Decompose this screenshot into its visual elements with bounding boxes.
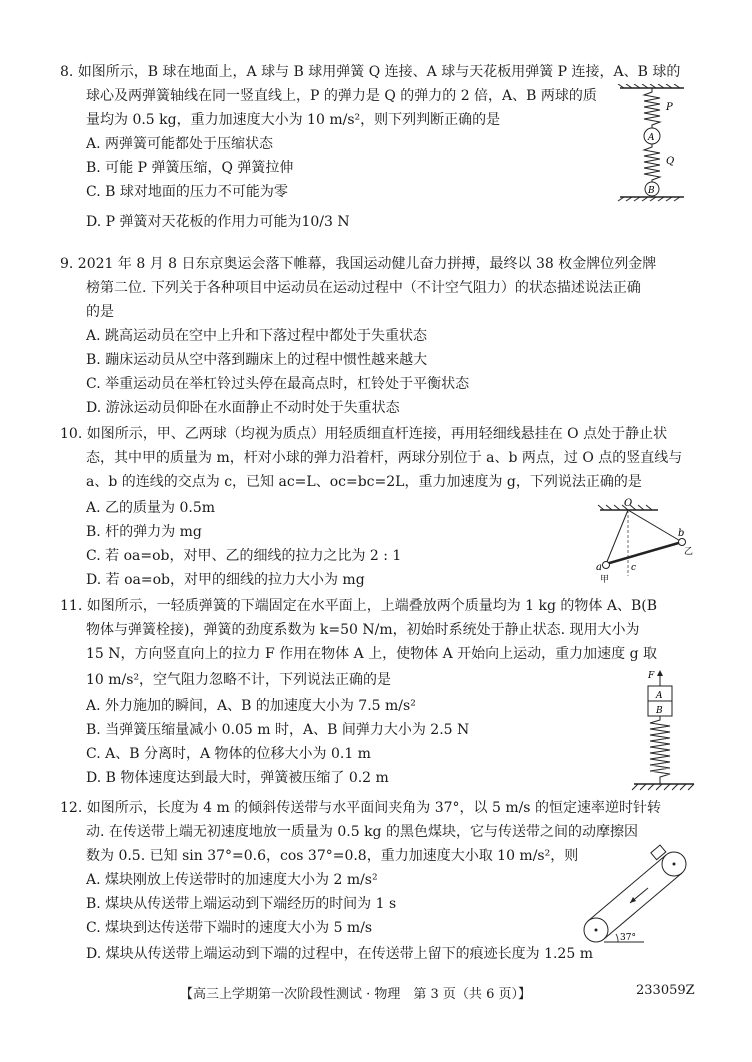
q8-line-2: 球心及两弹簧轴线在同一竖直线上，P 的弹力是 Q 的弹力的 2 倍，A、B 两球的质 xyxy=(86,88,597,104)
q11-option-b: B. 当弹簧压缩量减小 0.05 m 时，A、B 间弹力大小为 2.5 N xyxy=(86,722,470,738)
q10-option-b: B. 杆的弹力为 mg xyxy=(86,524,202,540)
q11-line-3: 15 N，方向竖直向上的拉力 F 作用在物体 A 上，使物体 A 开始向上运动，重力加速度 g 取 xyxy=(86,646,658,662)
q9-line-1: 9. 2021 年 8 月 8 日东京奥运会落下帷幕，我国运动健儿奋力拼搏，最终以 38 枚金牌位列金牌 xyxy=(60,256,657,272)
q9-line-3: 的是 xyxy=(86,304,114,320)
q12-option-a: A. 煤块刚放上传送带时的加速度大小为 2 m/s² xyxy=(86,872,378,888)
q10-option-a: A. 乙的质量为 0.5m xyxy=(86,500,216,516)
q11-label-f: F xyxy=(648,671,655,681)
q12-angle-label: 37° xyxy=(620,933,636,943)
q8-option-d: D. P 弹簧对天花板的作用力可能为10/3 N xyxy=(86,214,350,230)
q12-line-2: 动. 在传送带上端无初速度地放一质量为 0.5 kg 的黑色煤块，它与传送带之间的动摩擦因 xyxy=(86,824,638,840)
q8-label-a: A xyxy=(648,133,655,143)
q11-option-c: C. A、B 分离时，A 物体的位移大小为 0.1 m xyxy=(86,746,371,762)
q12-conveyor-figure xyxy=(574,842,704,946)
q12-line-3: 数为 0.5. 已知 sin 37°=0.6，cos 37°=0.8，重力加速度大小取 10 m/s²，则 xyxy=(86,848,579,864)
q10-label-a: a xyxy=(596,562,602,573)
q12-option-d: D. 煤块从传送带上端运动到下端的过程中，在传送带上留下的痕迹长度为 1.25 m xyxy=(86,946,593,962)
q10-label-o: O xyxy=(624,498,633,509)
q8-line-1: 8. 如图所示，B 球在地面上，A 球与 B 球用弹簧 Q 连接、A 球与天花板用弹簧 P 连接，A、B 球的 xyxy=(60,64,681,80)
q10-label-yi: 乙 xyxy=(684,547,694,557)
q9-line-2: 榜第二位. 下列关于各种项目中运动员在运动过程中（不计空气阻力）的状态描述说法正确 xyxy=(86,280,641,296)
q8-label-b: B xyxy=(648,186,655,196)
footer-title: 【高三上学期第一次阶段性测试 · 物理 第 3 页（共 6 页）】 xyxy=(180,987,531,1002)
q9-option-d: D. 游泳运动员仰卧在水面静止不动时处于失重状态 xyxy=(86,400,400,416)
q9-option-a: A. 跳高运动员在空中上升和下落过程中都处于失重状态 xyxy=(86,328,428,344)
q10-line-3: a、b 的连线的交点为 c，已知 ac=L、oc=bc=2L，重力加速度为 g，下列说法正确的是 xyxy=(86,474,642,490)
q11-option-d: D. B 物体速度达到最大时，弹簧被压缩了 0.2 m xyxy=(86,770,389,786)
q10-option-d: D. 若 oa=ob，对甲的细线的拉力大小为 mg xyxy=(86,572,365,588)
q11-label-a: A xyxy=(656,691,663,701)
q10-label-c: c xyxy=(631,563,637,573)
q10-line-1: 10. 如图所示，甲、乙两球（均视为质点）用轻质细直杆连接，再用轻细线悬挂在 O 点处于静止状 xyxy=(60,426,668,442)
q8-option-a: A. 两弹簧可能都处于压缩状态 xyxy=(86,136,274,152)
q10-option-c: C. 若 oa=ob，对甲、乙的细线的拉力之比为 2 : 1 xyxy=(86,548,402,564)
q12-option-b: B. 煤块从传送带上端运动到下端经历的时间为 1 s xyxy=(86,896,397,912)
q11-label-b: B xyxy=(656,706,663,716)
q11-line-4: 10 m/s²，空气阻力忽略不计，下列说法正确的是 xyxy=(86,672,392,688)
footer-code: 233059Z xyxy=(636,983,695,998)
q8-label-q: Q xyxy=(666,156,675,167)
q11-line-1: 11. 如图所示，一轻质弹簧的下端固定在水平面上，上端叠放两个质量均为 1 kg 的物体 A、B(B xyxy=(60,598,658,614)
q12-line-1: 12. 如图所示，长度为 4 m 的倾斜传送带与水平面间夹角为 37°，以 5 m/s 的恒定速率逆时针转 xyxy=(60,800,661,816)
q11-option-a: A. 外力施加的瞬间，A、B 的加速度大小为 7.5 m/s² xyxy=(86,698,416,714)
q8-option-c: C. B 球对地面的压力不可能为零 xyxy=(86,184,288,200)
q8-option-b: B. 可能 P 弹簧压缩，Q 弹簧拉伸 xyxy=(86,160,294,176)
q10-line-2: 态，其中甲的质量为 m，杆对小球的弹力沿着杆，两球分别位于 a、b 两点，过 O 点的竖直线与 xyxy=(86,450,683,466)
q10-label-b: b xyxy=(678,528,685,539)
q11-line-2: 物体与弹簧栓接)，弹簧的劲度系数为 k=50 N/m，初始时系统处于静止状态. 现用大小为 xyxy=(86,622,640,638)
q9-option-b: B. 蹦床运动员从空中落到蹦床上的过程中惯性越来越大 xyxy=(86,352,428,368)
q10-label-jia: 甲 xyxy=(600,575,610,584)
q10-rod-figure xyxy=(594,498,698,584)
q11-spring-block-figure xyxy=(630,668,704,792)
q9-option-c: C. 举重运动员在举杠铃过头停在最高点时，杠铃处于平衡状态 xyxy=(86,376,470,392)
q8-label-p: P xyxy=(666,102,673,113)
q8-line-3: 量均为 0.5 kg，重力加速度大小为 10 m/s²，则下列判断正确的是 xyxy=(86,112,501,128)
q8-spring-figure xyxy=(612,84,692,202)
q12-option-c: C. 煤块到达传送带下端时的速度大小为 5 m/s xyxy=(86,920,373,936)
